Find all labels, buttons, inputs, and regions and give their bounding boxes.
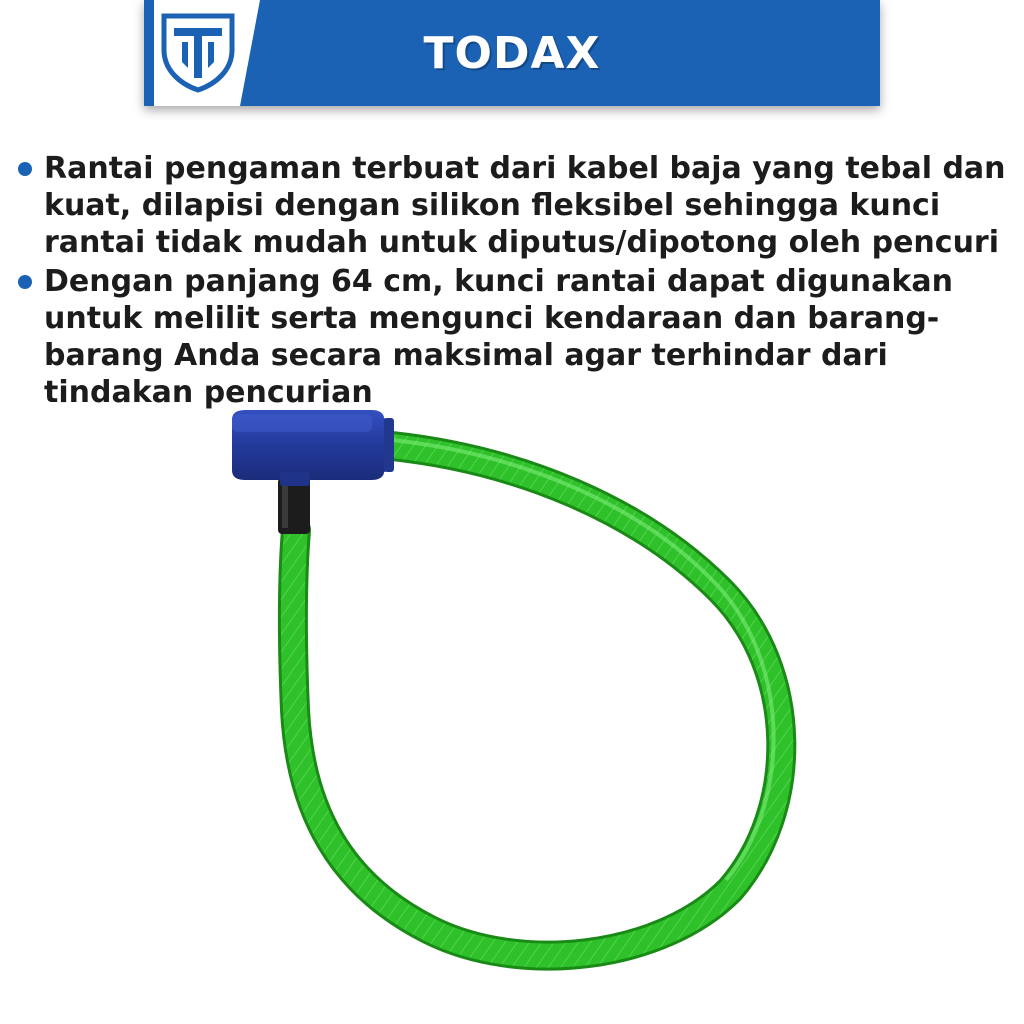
bullet-dot-icon: [18, 275, 32, 289]
banner-logo-wedge: [240, 0, 260, 106]
feature-text: Rantai pengaman terbuat dari kabel baja yang tebal dan kuat, dilapisi dengan silikon fleksibel sehingga kunci rantai tidak mudah untuk diputus/dipotong oleh pencuri: [44, 151, 1006, 260]
bullet-dot-icon: [18, 162, 32, 176]
brand-name: TODAX: [423, 28, 601, 79]
banner-left-stripe: [144, 0, 154, 106]
cable-lock-icon: [0, 390, 1024, 1024]
todax-shield-logo-icon: [158, 10, 238, 94]
feature-item: [16, 263, 1016, 411]
feature-item: [16, 150, 1016, 261]
feature-list: [16, 150, 1016, 413]
feature-text: Dengan panjang 64 cm, kunci rantai dapat digunakan untuk melilit serta mengunci kendaraan dan barang-barang Anda secara maksimal agar terhindar dari tindakan pencurian: [44, 264, 953, 410]
